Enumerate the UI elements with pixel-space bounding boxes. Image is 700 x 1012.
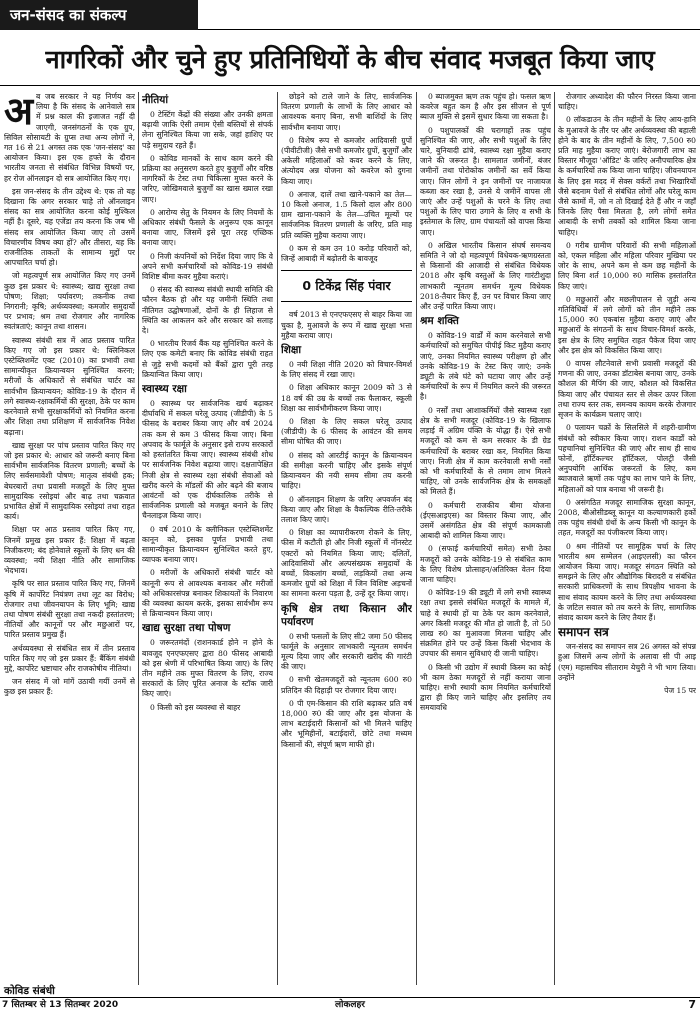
demand-item: 0 अखिल भारतीय किसान संघर्ष समन्वय समिति ने जो दो महत्वपूर्ण विधेयक-ऋणग्रस्तता से किसानों की आजादी से संबंधित विधेयक 2018 और कृषि वस्तुओं के लिए गारंटीशुदा लाभकारी न्यूनतम समर्थन मूल्य विधेयक 2018-तैयार किए हैं, उन पर विचार किया जाए और उन्हें पारित किया जाए।: [420, 240, 551, 312]
subheading-covid: कोविड संबंधी: [4, 985, 55, 997]
page-footer: [0, 997, 700, 1012]
subheading-education: शिक्षा: [281, 344, 302, 357]
column-5: [558, 92, 696, 985]
demand-item: 0 कोविड मानकों के साथ काम करने की प्रक्रिया का अनुसरण करते हुए बुजुर्गों और वरिष्ठ नागरिकों के टेस्ट तथा चिकित्सा मुफ्त करने के जरिए, जोखिमवाले बुजुर्गों का खास ख्याल रखा जाए।: [142, 153, 273, 204]
page-number: 7: [688, 998, 696, 1011]
demand-item: 0 (सफाई कर्मचारियों समेत) सभी ठेका मजदूरों को उनके कोविड-19 से संबंधित काम के लिए विशेष प्रोत्साहन/अतिरिक्त वेतन दिया जाना चाहिए।: [420, 544, 551, 584]
demand-item: छोड़ने को टाले जाने के लिए, सार्वजनिक वितरण प्रणाली के लाभों के लिए आधार को आवश्यक बनाए बिना, सभी बाशिंदों के लिए सार्वभौम बनाया जाए।: [281, 92, 412, 132]
demand-item: 0 पलायन चक्रों के सिलसिले में शहरी-ग्रामीण संबंधों को स्वीकार किया जाए। राशन कार्डों को पहचानियां सुनिश्चित की जाएं और साथ ही साथ फोनों, हॉर्टिकल्चर हॉर्टिकल, पोलट्री जैसी अनुपयोगि आर्थिक जरूरतों के लिए, कम ब्याजवाले ऋणों तक पहुंच का लाभ पाने के लिए, महिलाओं को पात्र बनाया भी जरूरी है।: [558, 423, 696, 494]
demand-item: 0 कम से कम उन 10 करोड़ परिवारों को, जिन्हें आबादी में बढ़ोतरी के बावजूद: [281, 243, 412, 264]
demand-item: 0 ऑनलाइन शिक्षण के जरिए अपवर्जन बंद किया जाए और शिक्षा के वैकल्पिक रीति-तरीके तलाश किए जाएं।: [281, 494, 412, 524]
author-byline: 0 टिकेंद्र सिंह पंवार: [281, 270, 412, 302]
demand-item: 0 गरीब ग्रामीण परिवारों की सभी महिलाओं को, एकल महिला और महिला परिवार मुखिया पर जोर के साथ, अपने कम से कम छह महीनों के लिए बिना शर्त 10,000 रु0 मासिक हस्तांतरित किए जाएं।: [558, 240, 696, 291]
article-paragraph: स्वास्थ्य संबंधी सत्र में आठ प्रस्ताव पारित किए गए जो इस प्रकार थे: क्लिनिकल एस्टेब्लिशमेंट एक्ट (2010) का प्रभावी तथा सामान्यीकृत क्रियान्वयन सुनिश्चित करना; मरीजों के अधिकारों से संबंधित चार्टर का सार्वभौम क्रियान्वयन; कोविड-19 के दौरान में लगे स्वास्थ्य-रक्षाकर्मियों की सुरक्षा, ठेके पर काम करनेवाले सभी सुरक्षाकर्मियों को नियमित करना और शिक्षा तथा प्रशिक्षण में सार्वजनिक निवेश बढ़ाना।: [4, 335, 135, 437]
demand-item: 0 वर्ष 2010 के क्लीनिकल एस्टेब्लिशमेंट कानून को, इसका पूर्णत प्रभावी तथा सामान्यीकृत क्रियान्वयन सुनिश्चित करते हुए, व्यापक बनाया जाए।: [142, 524, 273, 565]
demand-item: 0 जरूरतमंदों (राशनकार्ड होने न होने के बावजूद एनएफएसए द्वारा 80 फीसद आबादी को इस श्रेणी में परिभाषित किया जाए) के लिए तीन महीने तक मुफ्त वितरण के लिए, राज्य सरकारों के लिए पूरित अनाज के स्टॉक जारी किए जाएं।: [142, 638, 273, 699]
demand-item: 0 किसी भी उद्योग में स्थायी किस्म का कोई भी काम ठेका मजदूरों से नहीं कराया जाना चाहिए। सभी स्थायी काम नियमित कर्मचारियों द्वारा ही किए जाने चाहिए और इसलिए तय समयावधि: [420, 662, 551, 713]
demand-item: 0 आरोग्य सेतु के नियमन के लिए नियमों के अधिकार संबंधी फैसले के अनुरूप एक कानून बनाया जाए, जिसमें इसे पूरा तरह एच्छिक बनाया जाए।: [142, 207, 273, 248]
article-paragraph: जो महत्वपूर्ण सत्र आयोजित किए गए उनमें कुछ इस प्रकार थे: स्वास्थ्य; खाद्य सुरक्षा तथा पोषण; शिक्षा; पर्यावरण; तकनीक तथा निगरानी; कृषि; अर्थव्यवस्था; कमजोर समुदायों पर प्रभाव; श्रम तथा रोजगार और नागरिक स्वतंत्रताएं; कानून तथा शासन।: [4, 271, 135, 332]
column-3: [281, 92, 412, 985]
demand-item: 0 नयी शिक्षा नीति 2020 को विचार-विमर्श के लिए संसद में रखा जाए।: [281, 360, 412, 380]
subheading-closing-session: समापन सत्र: [558, 625, 609, 640]
demand-item: 0 स्वास्थ्य पर सार्वजनिक खर्च बढ़ाकर दीर्घावधि में सकल घरेलू उत्पाद (जीडीपी) के 5 फीसद के बराबर किया जाए और वर्ष 2024 तक कम से कम 3 फीसद किया जाए। बिना अपवाद के फार्मूले के अनुसार इसे राज्य सरकारों को हस्तांतरित किया जाए। स्वास्थ्य संबंधी शोध पर सार्वजनिक निवेश बढ़ाया जाए। दक्षतापेक्षित निजी क्षेत्र से स्वास्थ्य रक्षा संबंधी सेवाओं को खरीद करने के मॉडलों की ओर बढ़ने की बजाय आवंटनों को एक दीर्घकालिक तरीके से सार्वजनिक प्रणाली को मजबूत बनाने के लिए चैनलाइज किया जाए।: [142, 399, 273, 521]
demand-item: वर्ष 2013 से एनएफएसए से बाहर किया जा चुका है, मुआवजे के रूप में खाद्य सुरक्षा भत्ता मुहैया कराया जाए।: [281, 310, 412, 340]
dropcap-letter: अ: [4, 92, 34, 133]
demand-item: रोजगार अध्यादेश की फौरन निरस्त किया जाना चाहिए।: [558, 92, 696, 112]
article-paragraph: शिक्षा पर आठ प्रस्ताव पारित किए गए, जिनमें प्रमुख इस प्रकार हैं: शिक्षा में बढ़ता निजीकरण; बंद होनेवाले स्कूलों के लिए धन की व्यवस्था; नयी शिक्षा नीति और सामाजिक भेदभाव।: [4, 525, 135, 576]
column-2: [142, 92, 273, 985]
article-paragraph: कृषि पर सात प्रस्ताव पारित किए गए, जिनमें कृषि में कार्पोरेट नियंत्रण तथा लूट का विरोध; रोजगार तथा जीवनयापन के लिए भूमि; खाद्य तथा पोषण संबंधी सुरक्षा तथा नकदी हस्तांतरण; नीतियों और कानूनों पर और मछुआरों पर, पारित प्रस्ताव प्रमुख हैं।: [4, 579, 135, 640]
intro-paragraph: [4, 92, 135, 184]
issue-dates: 7 सितम्बर से 13 सितम्बर 2020: [2, 1000, 119, 1010]
headline: नागरिकों और चुने हुए प्रतिनिधियों के बीच संवाद मजबूत किया जाए: [0, 34, 700, 86]
article-paragraph: इस जन-संसद के तीन उद्देश्य थे: एक तो यह दिखाना कि अगर सरकार चाहे तो ऑनलाइन संसद का सत्र आयोजित करना कोई मुश्किल नहीं है। दूसरे, यह एजेंडा तय करना कि जब भी संसद सत्र आयोजित किया जाए तो उसमें विचारणीय विषय क्या हों? और तीसरा, यह कि राजनीतिक ताकतों के सामान्य मुद्दों पर आपचारित चर्चा हो।: [4, 186, 135, 268]
column-divider: [554, 92, 555, 985]
article-paragraph: जन संसद में जो मांगें उठायी गयीं उनमें से कुछ इस प्रकार हैं:: [4, 677, 135, 697]
demand-item: 0 शिक्षा का व्यापारीकरण रोकने के लिए, फीस में कटौती हो और निजी स्कूलों में नॉनस्टेट एक्टरों को नियमित किया जाए; दलितों, आदिवासियों और अल्पसंख्यक समुदायों के बच्चों, विकलांग बच्चों, लड़कियों तथा अन्य कमजोर ग्रुपों को शिक्षा में जिन विशिष्ट अड़चनों का सामना करना पड़ता है, उन्हें दूर किया जाए।: [281, 528, 412, 599]
demand-item: 0 शिक्षा के लिए सकल घरेलू उत्पाद (जीडीपी) के 6 फीसद के आवंटन की समय सीमा घोषित की जाए।: [281, 417, 412, 447]
column-divider: [416, 92, 417, 985]
column-divider: [277, 92, 278, 985]
section-label: जन-संसद का संकल्प: [0, 0, 198, 30]
demand-item: 0 मरीजों के अधिकारों संबंधी चार्टर को कानूनी रूप से आवश्यक बनाकर और मरीजों को अधिकारसंपन्न बनाकर शिकायतों के निवारण की व्यवस्था कायम करके, इसका सार्वभौम रूप से क्रियान्वयन किया जाए।: [142, 568, 273, 619]
demand-item: 0 कोविड-19 वार्डों में काम करनेवाले सभी कर्मचारियों को समुचित पीपीई किट मुहैया कराए जाएं, उनका नियमित स्वास्थ्य परीक्षण हो और उनके कोविड-19 के टेस्ट किए जाएं; उनके ड्यूटी के लंबे घंटे को घटाया जाए और उन्हें कर्मचारियों के रूप में नियमित करने की जरूरत है।: [420, 331, 551, 402]
demand-item: 0 श्रम नीतियों पर सामूहिक चर्चा के लिए भारतीय श्रम सम्मेलन (आइएलसी) का फौरन आयोजन किया जाए। मजदूर संगठन स्थिति को समझने के लिए और औद्योगिक बिरादरी व संबंधित सरकारी प्राधिकरणों के साथ त्रिपक्षीय भावना के साथ संवाद कायम करने के लिए तथा अर्थव्यवस्था के जटिल सवाल को तय करने के लिए, सामाजिक संवाद कायम करने के लिए तैयार हैं।: [558, 541, 696, 622]
publication-name: लोकलहर: [335, 1000, 365, 1010]
article-paragraph: खाद्य सुरक्षा पर पांच प्रस्ताव पारित किए गए जो इस प्रकार थे: आधार को जरूरी बनाए बिना सार्वभौम सार्वजनिक वितरण प्रणाली; बच्चों के लिए सर्वसमावेशी पोषण; मातृत्व संबंधी हक; बेघरबारों तथा प्रवासी मजदूरों के लिए मुफ्त सामुदायिक रसोइयां और बाढ़ तथा चक्रवात प्रभावित क्षेत्रों में सामुदायिक रसोइयां तथा राहत कार्य।: [4, 440, 135, 522]
demand-item: 0 सभी फसलों के लिए सी2 जमा 50 फीसद फार्मूले के अनुसार लाभकारी न्यूनतम समर्थन मूल्य दिया जाए और सरकारी खरीद की गारंटी की जाए।: [281, 631, 412, 672]
section-header: [0, 0, 700, 30]
column-4: [420, 92, 551, 985]
demand-item: 0 अनाज, दालें तथा खाने-पकाने का तेल—10 किलो अनाज, 1.5 किलो दाल और 800 ग्राम खाना-पकाने के तेल—उचित मूल्यों पर सार्वजनिक वितरण प्रणाली के जरिए, प्रति माह प्रति व्यक्ति मुहैया कराया जाए।: [281, 189, 412, 240]
subheading-labour: श्रम शक्ति: [420, 315, 459, 328]
demand-item: 0 संसद को आरटीई कानून के क्रियान्वयन की समीक्षा करनी चाहिए और इसके संपूर्ण क्रियान्वयन की नयी समय सीमा तय करनी चाहिए।: [281, 450, 412, 491]
article-paragraph: जन-संसद का समापन सत्र 26 अगस्त को संपन्न हुआ जिसमें अन्य लोगों के अलावा सी पी आइ (एम) महासचिव सीताराम येचुरी ने भी भाग लिया। उन्होंने: [558, 642, 696, 682]
demand-item: 0 ब्याजमुक्त ऋण तक पहुंच हो। फसल ऋण कवरेज बहुत कम है और इस सीजन से पूर्ण ब्याज मुक्ति से इसमें सुधार किया जा सकता है।: [420, 92, 551, 122]
column-divider: [138, 92, 139, 985]
demand-item: 0 लॉकडाउन के तीन महीनों के लिए आय-हानि के मुआवजे के तौर पर और अर्थव्यवस्था की बहाली होने के बाद के तीन महीनों के लिए, 7,500 रु0 प्रति माह मुहैया कराए जाएं। बेरोजगारी लाभ का विस्तार मौजूदा 'ऑडिट' के जरिए अनौपचारिक क्षेत्र के कर्मचारियों तक किया जाना चाहिए। जीवनयापन के लिए इस मदद में सेक्स वर्करों तथा भिखारियों जैसे बदनाम पेशों से संबंधित लोगों और घरेलू काम जैसे कामों में, जो न तो दिखाई देते हैं और न जहाँ जिनके लिए पैसा मिलता है, लगे लोगों समेत आबादी के सभी तबकों को शामिल किया जाना चाहिए।: [558, 115, 696, 237]
demand-item: 0 विशेष रूप से कमजोर आदिवासी ग्रुपों (पीवीटीजी) जैसे सभी कमजोर ग्रुपों, बुजुर्गों और अकेली महिलाओं को कवर करने के लिए, अंत्योदय अन्न योजना को कवरेज को दुगना किया जाए।: [281, 135, 412, 186]
demand-item: 0 संसद की स्वास्थ्य संबंधी स्थायी समिति की फौरन बैठक हो और यह जमीनी स्थिति तथा नीतिगत उद्घोषणाओं, दोनों के ही लिहाज से स्थिति का आकलन करे और सरकार को सलाह दे।: [142, 285, 273, 336]
article-paragraph: अर्थव्यवस्था से संबंधित सत्र में तीन प्रस्ताव पारित किए गए जो इस प्रकार हैं: बैंकिंग संबंधी मुद्दे, कार्पोरेट भ्रष्टाचार और राजकोषीय नीतियां।: [4, 643, 135, 673]
demand-item: 0 किसी को इस व्यवस्था से बाहर: [150, 702, 241, 712]
demand-item: 0 मछुआरों और मछलीपालन से जुड़ी अन्य गतिविधियों में लगे लोगों को तीन महीने तक 15,000 रु0 एकबांस मुहैया कराए जाएं और मछुआरों के संगठनों के साथ विचार-विमर्श करके, इस क्षेत्र के लिए समुचित राहत पैकेज दिया जाए और इस क्षेत्र को विकसित किया जाए।: [558, 294, 696, 355]
demand-item: 0 वापस लौटनेवाले सभी प्रवासी मजदूरों की गणना की जाए, उनका डॉटाबेस बनाया जाए, उनके कौशल की मैपिंग की जाए, कौशल को विकसित किया जाए और पंचायत स्तर से लेकर ऊपर जिला तथा राज्य स्तर तक, समन्वय कायम करके रोजगार सृजन के कार्यक्रम चलाए जाएं।: [558, 359, 696, 420]
subheading-food-security: खाद्य सुरक्षा तथा पोषण: [142, 622, 231, 635]
column-1: [4, 92, 135, 985]
subheading-agriculture: कृषि क्षेत्र तथा किसान और पर्यावरण: [281, 602, 412, 628]
demand-item: 0 कोविड-19 की ड्यूटी में लगे सभी स्वास्थ्य रक्षा तथा इससे संबंधित मजदूरों के मामले में, चाहे वे स्थायी हों या ठेके पर काम करनेवाले, अगर किसी मजदूर की मौत हो जाती है, तो 50 लाख रु0 का मुआवजा मिलना चाहिए और संक्रमित होने पर उन्हें किस किसी भेदभाव के उपचार की समान सुविधाएं दी जानी चाहिए।: [420, 588, 551, 659]
demand-item: 0 असंगठित मजदूर सामाजिक सुरक्षा कानून, 2008, बीओसीडब्लू कानून या कल्याणकारी हकों तक पहुंच संबंधी ग्रंथों के अन्य किसी भी कानून के तहत, मजदूरों का पंजीकरण किया जाए।: [558, 497, 696, 538]
demand-item: 0 कर्मचारी राजकीय बीमा योजना (ईएसआइएस) का विस्तार किया जाए, और उसमें असंगठित क्षेत्र की संपूर्ण कामकाजी आबादी को शामिल किया जाए।: [420, 500, 551, 541]
demand-item: 0 पी एम-किसान की राशि बढ़ाकर प्रति वर्ष 18,000 रु0 की जाए और इस योजना के लाभ बटाईदारी किसानों को भी मिलने चाहिए और भूमिहीनों, बटाईदारों, छोटे तथा मध्यम किसानों की, संपूर्ण ऋण माफी हो।: [281, 698, 412, 749]
demand-item: 0 सभी खेतमजदूरों को न्यूनतम 600 रु0 प्रतिदिन की दिहाड़ी पर रोजगार दिया जाए।: [281, 675, 412, 695]
subheading-policies: नीतियां: [142, 94, 169, 106]
subheading-health: स्वास्थ्य रक्षा: [142, 383, 187, 396]
demand-item: 0 नर्सों तथा आशाकर्मियों जैसे स्वास्थ्य रक्षा क्षेत्र के सभी मजदूर (कोविड-19 के खिलाफ लड़ाई में अग्रिम पंक्ति के योद्धा हैं। ऐसे सभी मजदूरों को कम से कम सरकार के डी ग्रेड कर्मचारियों के बराबर रखा कर, नियमित किया जाए। निजी क्षेत्र में काम करनेवाली सभी नर्सों को भी कर्मचारियों के से तमाम लाभ मिलने चाहिए, जो उनके सार्वजनिक क्षेत्र के समकक्षों को मिलते हैं।: [420, 405, 551, 497]
intro-text: ब जब सरकार ने यह निर्णय कर लिया है कि संसद के आनेवाले सत्र में प्रश्न काल की इजाजत नहीं दी जाएगी, जनसंगठनों के एक ग्रुप, सिविल सोसायटी के ग्रुप्स तथा अन्य लोगों ने, गत 16 से 21 अगस्त तक एक 'जन-संसद' का आयोजन किया। इस एक हफ्ते के दौरान भारतीय जनता से संबंधित विभिन्न विषयों पर, हर रोज ऑनलाइन दो सत्र आयोजित किए गए।: [4, 92, 135, 183]
demand-item: 0 भारतीय रिजर्व बैंक यह सुनिश्चित करने के लिए एक कमेटी बनाए कि कोविड संबंधी राहत से जुड़े सभी कदमों को बैंकों द्वारा पूरी तरह क्रियान्वित किया जाए।: [142, 339, 273, 379]
demand-item: 0 पशुपालकों की चरागाहों तक पहुंच सुनिश्चित की जाए, और सभी पशुओं के लिए चारे, बुनियादी ढांचे, स्वास्थ्य रक्षा मुहैया कराए जाने की जरूरत है। सामलात जमीनों, बंजर जमीनों तथा पोरोकोक जमीनों का सर्वे किया जाए। जिन लोगों ने इन जमीनों पर नाजायज कब्जा कर रखा है, उनसे ये जमीनें वापस ली जाएं और उन्हें पशुओं के चरने के लिए तथा पशुओं के लिए चारा उगाने के लिए व सभी के इस्तेमाल के लिए, ग्राम पंचायतों को वापस किया जाए।: [420, 125, 551, 237]
continued-on-page: पेज 15 पर: [664, 685, 696, 695]
demand-item: 0 निजी कंपनियों को निर्देश दिया जाए कि वे अपने सभी कर्मचारियों को कोविड-19 संबंधी विशिष्ट बीमा कवर मुहैया कराएं।: [142, 251, 273, 282]
demand-item: 0 टेस्टिंग केंद्रों की संख्या और उनकी क्षमता बढ़ायी जाकि ऐसी तमाम ऐसी बस्तियों से संपर्क लेना सुनिश्चित किया जा सके, जहां हाशिए पर पड़े समुदाय रहते हैं।: [142, 110, 273, 150]
demand-item: 0 शिक्षा अधिकार कानून 2009 को 3 से 18 वर्ष की उम्र के बच्चों तक फैलाकर, स्कूली शिक्षा का सार्वभौमीकरण किया जाए।: [281, 383, 412, 413]
